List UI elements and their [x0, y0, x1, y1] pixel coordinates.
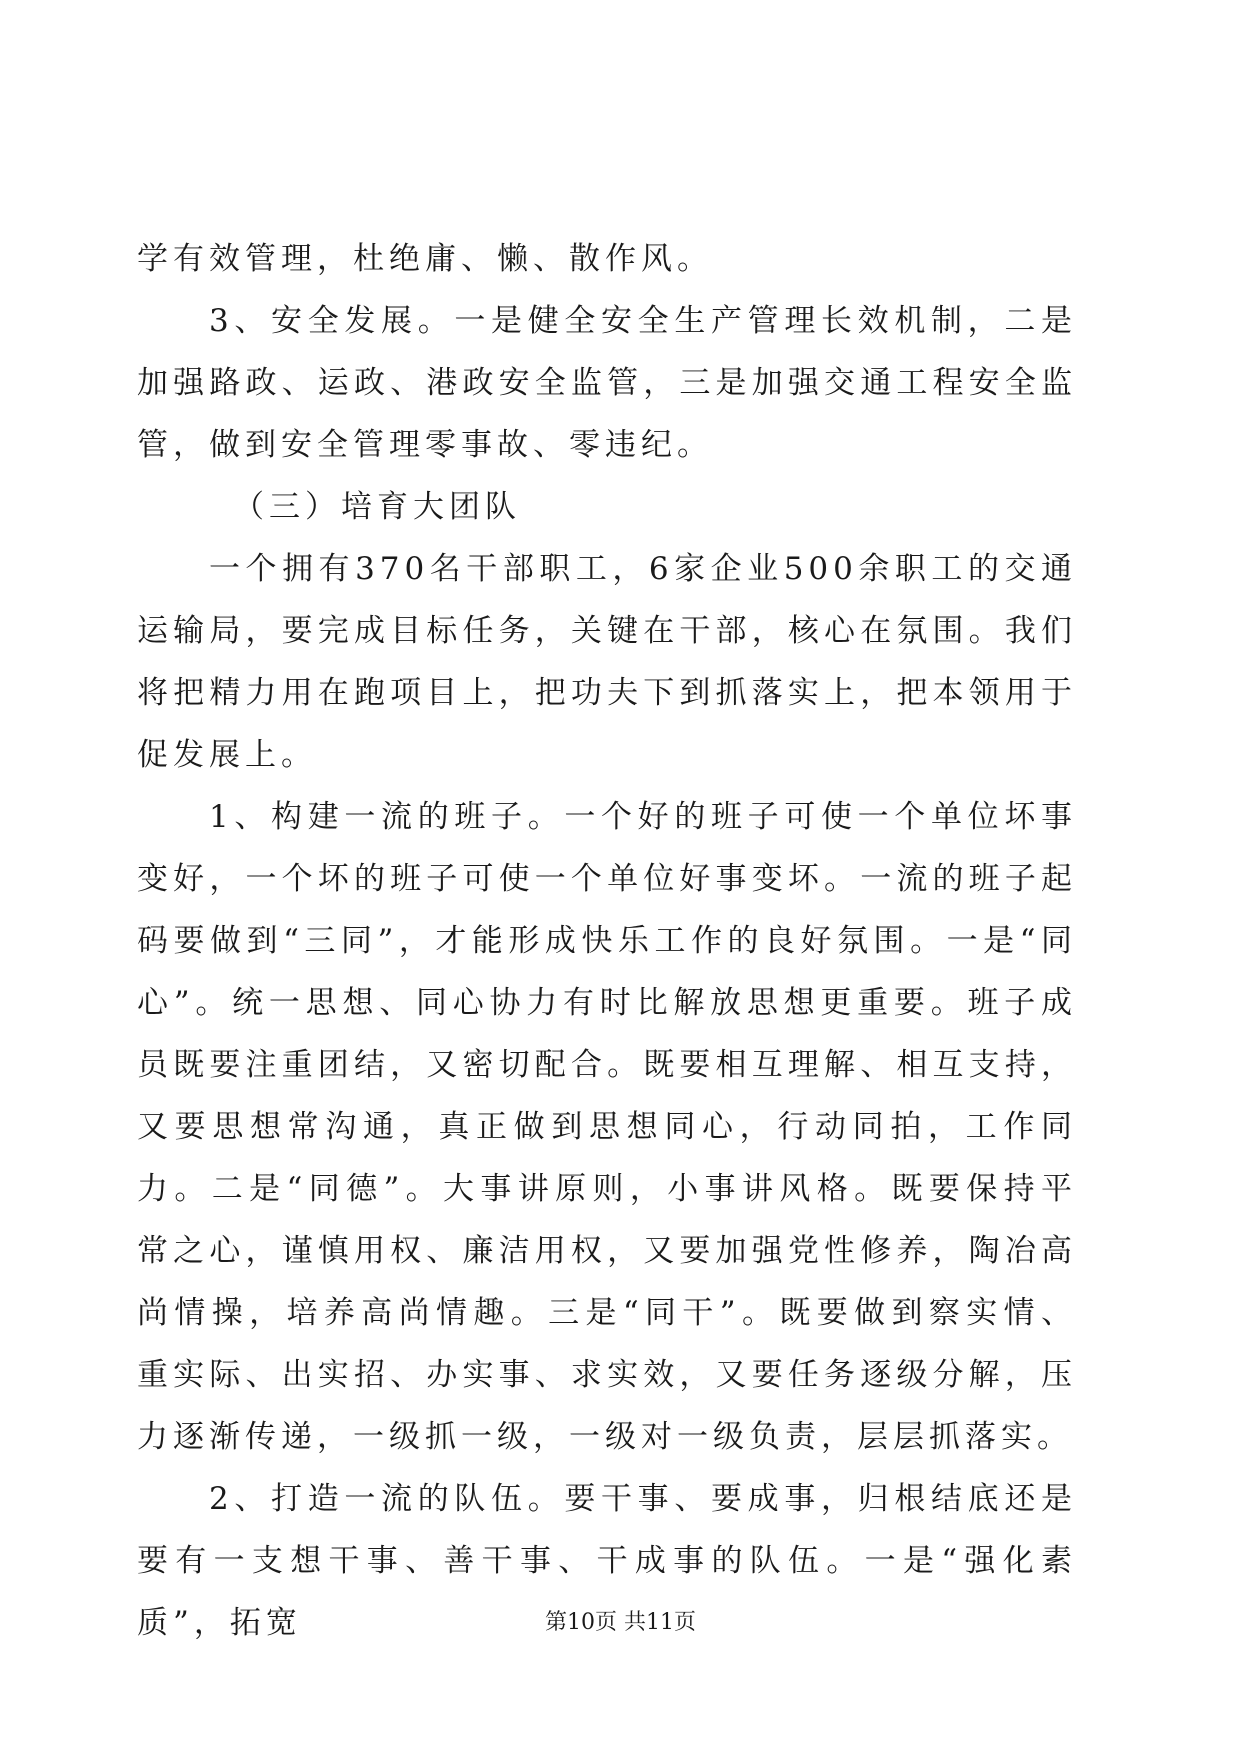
paragraph-leadership: 1、构建一流的班子。一个好的班子可使一个单位坏事变好，一个坏的班子可使一个单位好事变坏。一流的班子起码要做到“三同”，才能形成快乐工作的良好氛围。一是“同心”。统一思想、同心协力有时比解放思想更重要。班子成员既要注重团结，又密切配合。既要相互理解、相互支持，又要思想常沟通，真正做到思想同心，行动同拍，工作同力。二是“同德”。大事讲原则，小事讲风格。既要保持平常之心，谨慎用权、廉洁用权，又要加强党性修养，陶冶高尚情操，培养高尚情趣。三是“同干”。既要做到察实情、重实际、出实招、办实事、求实效，又要任务逐级分解，压力逐渐传递，一级抓一级，一级对一级负责，层层抓落实。	[137, 799, 1077, 1455]
paragraph-continuation: 学有效管理，杜绝庸、懒、散作风。	[137, 241, 713, 277]
page-number-footer: 第10页 共11页	[545, 1610, 696, 1635]
section-heading-team: （三）培育大团队	[233, 489, 521, 525]
paragraph-team-intro: 一个拥有370名干部职工，6家企业500余职工的交通运输局，要完成目标任务，关键在干部，核心在氛围。我们将把精力用在跑项目上，把功夫下到抓落实上，把本领用于促发展上。	[137, 551, 1077, 773]
document-body	[137, 228, 1077, 1654]
paragraph-workforce: 2、打造一流的队伍。要干事、要成事，归根结底还是要有一支想干事、善干事、干成事的队伍。一是“强化素质”，拓宽	[137, 1481, 1077, 1641]
paragraph-safety-development: 3、安全发展。一是健全安全生产管理长效机制，二是加强路政、运政、港政安全监管，三是加强交通工程安全监管，做到安全管理零事故、零违纪。	[137, 303, 1077, 463]
